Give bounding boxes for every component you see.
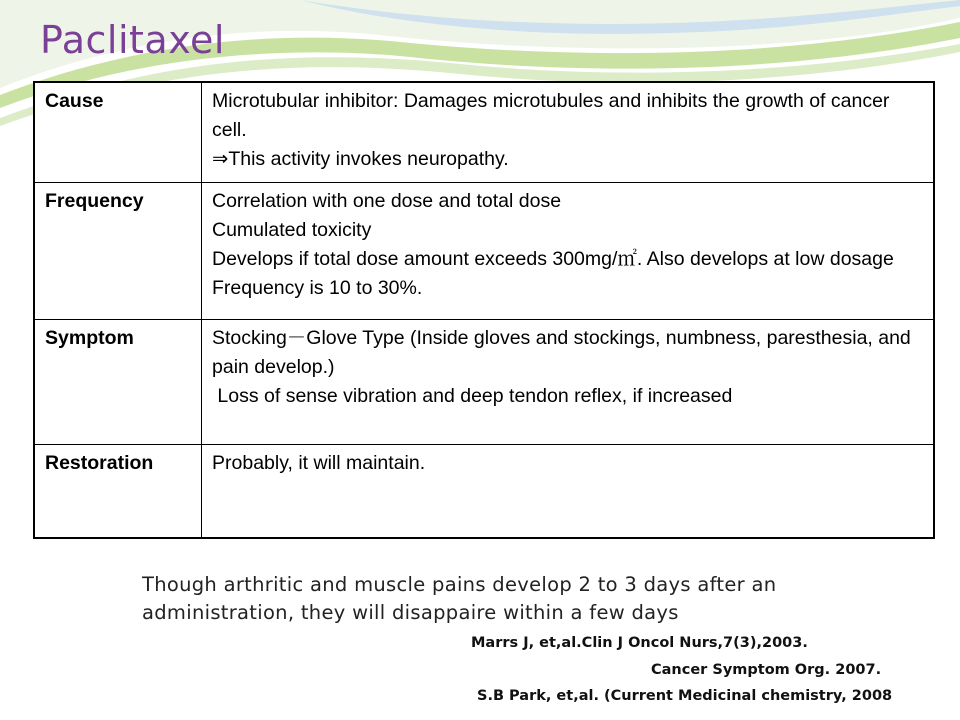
content-line: Loss of sense vibration and deep tendon reflex, if increased — [212, 385, 733, 407]
content-line: Develops if total dose amount exceeds 300mg/㎡. Also develops at low dosage — [212, 248, 894, 270]
content-line: Correlation with one dose and total dose — [212, 190, 562, 212]
reference-2: Cancer Symptom Org. 2007. — [651, 662, 882, 678]
paclitaxel-table — [33, 81, 935, 539]
content-line: Stocking－Glove Type (Inside gloves and stockings, numbness, paresthesia, and pain develop.) — [212, 327, 917, 378]
row-content-restoration — [202, 445, 935, 539]
content-line: Microtubular inhibitor: Damages microtubules and inhibits the growth of cancer cell. — [212, 90, 895, 141]
content-line: ⇒This activity invokes neuropathy. — [212, 148, 509, 170]
row-label-symptom: Symptom — [34, 320, 202, 445]
footnote-text: Though arthritic and muscle pains develop 2 to 3 days after an administration, they will disappaire within a few days — [142, 573, 777, 624]
table-row-restoration — [34, 445, 934, 539]
row-label-frequency: Frequency — [34, 183, 202, 320]
row-content-symptom — [202, 320, 935, 445]
slide-title: Paclitaxel — [40, 18, 225, 62]
content-line: Cumulated toxicity — [212, 219, 372, 241]
content-line: Frequency is 10 to 30%. — [212, 277, 423, 299]
content-line: Probably, it will maintain. — [212, 452, 426, 474]
reference-3: S.B Park, et,al. (Current Medicinal chemistry, 2008 — [477, 688, 893, 704]
row-content-cause — [202, 82, 935, 183]
reference-1: Marrs J, et,al.Clin J Oncol Nurs,7(3),2003. — [471, 635, 808, 651]
row-label-cause: Cause — [34, 82, 202, 183]
table-row-frequency — [34, 183, 934, 320]
row-label-restoration: Restoration — [34, 445, 202, 539]
table-row-cause — [34, 82, 934, 183]
row-content-frequency — [202, 183, 935, 320]
table-row-symptom — [34, 320, 934, 445]
